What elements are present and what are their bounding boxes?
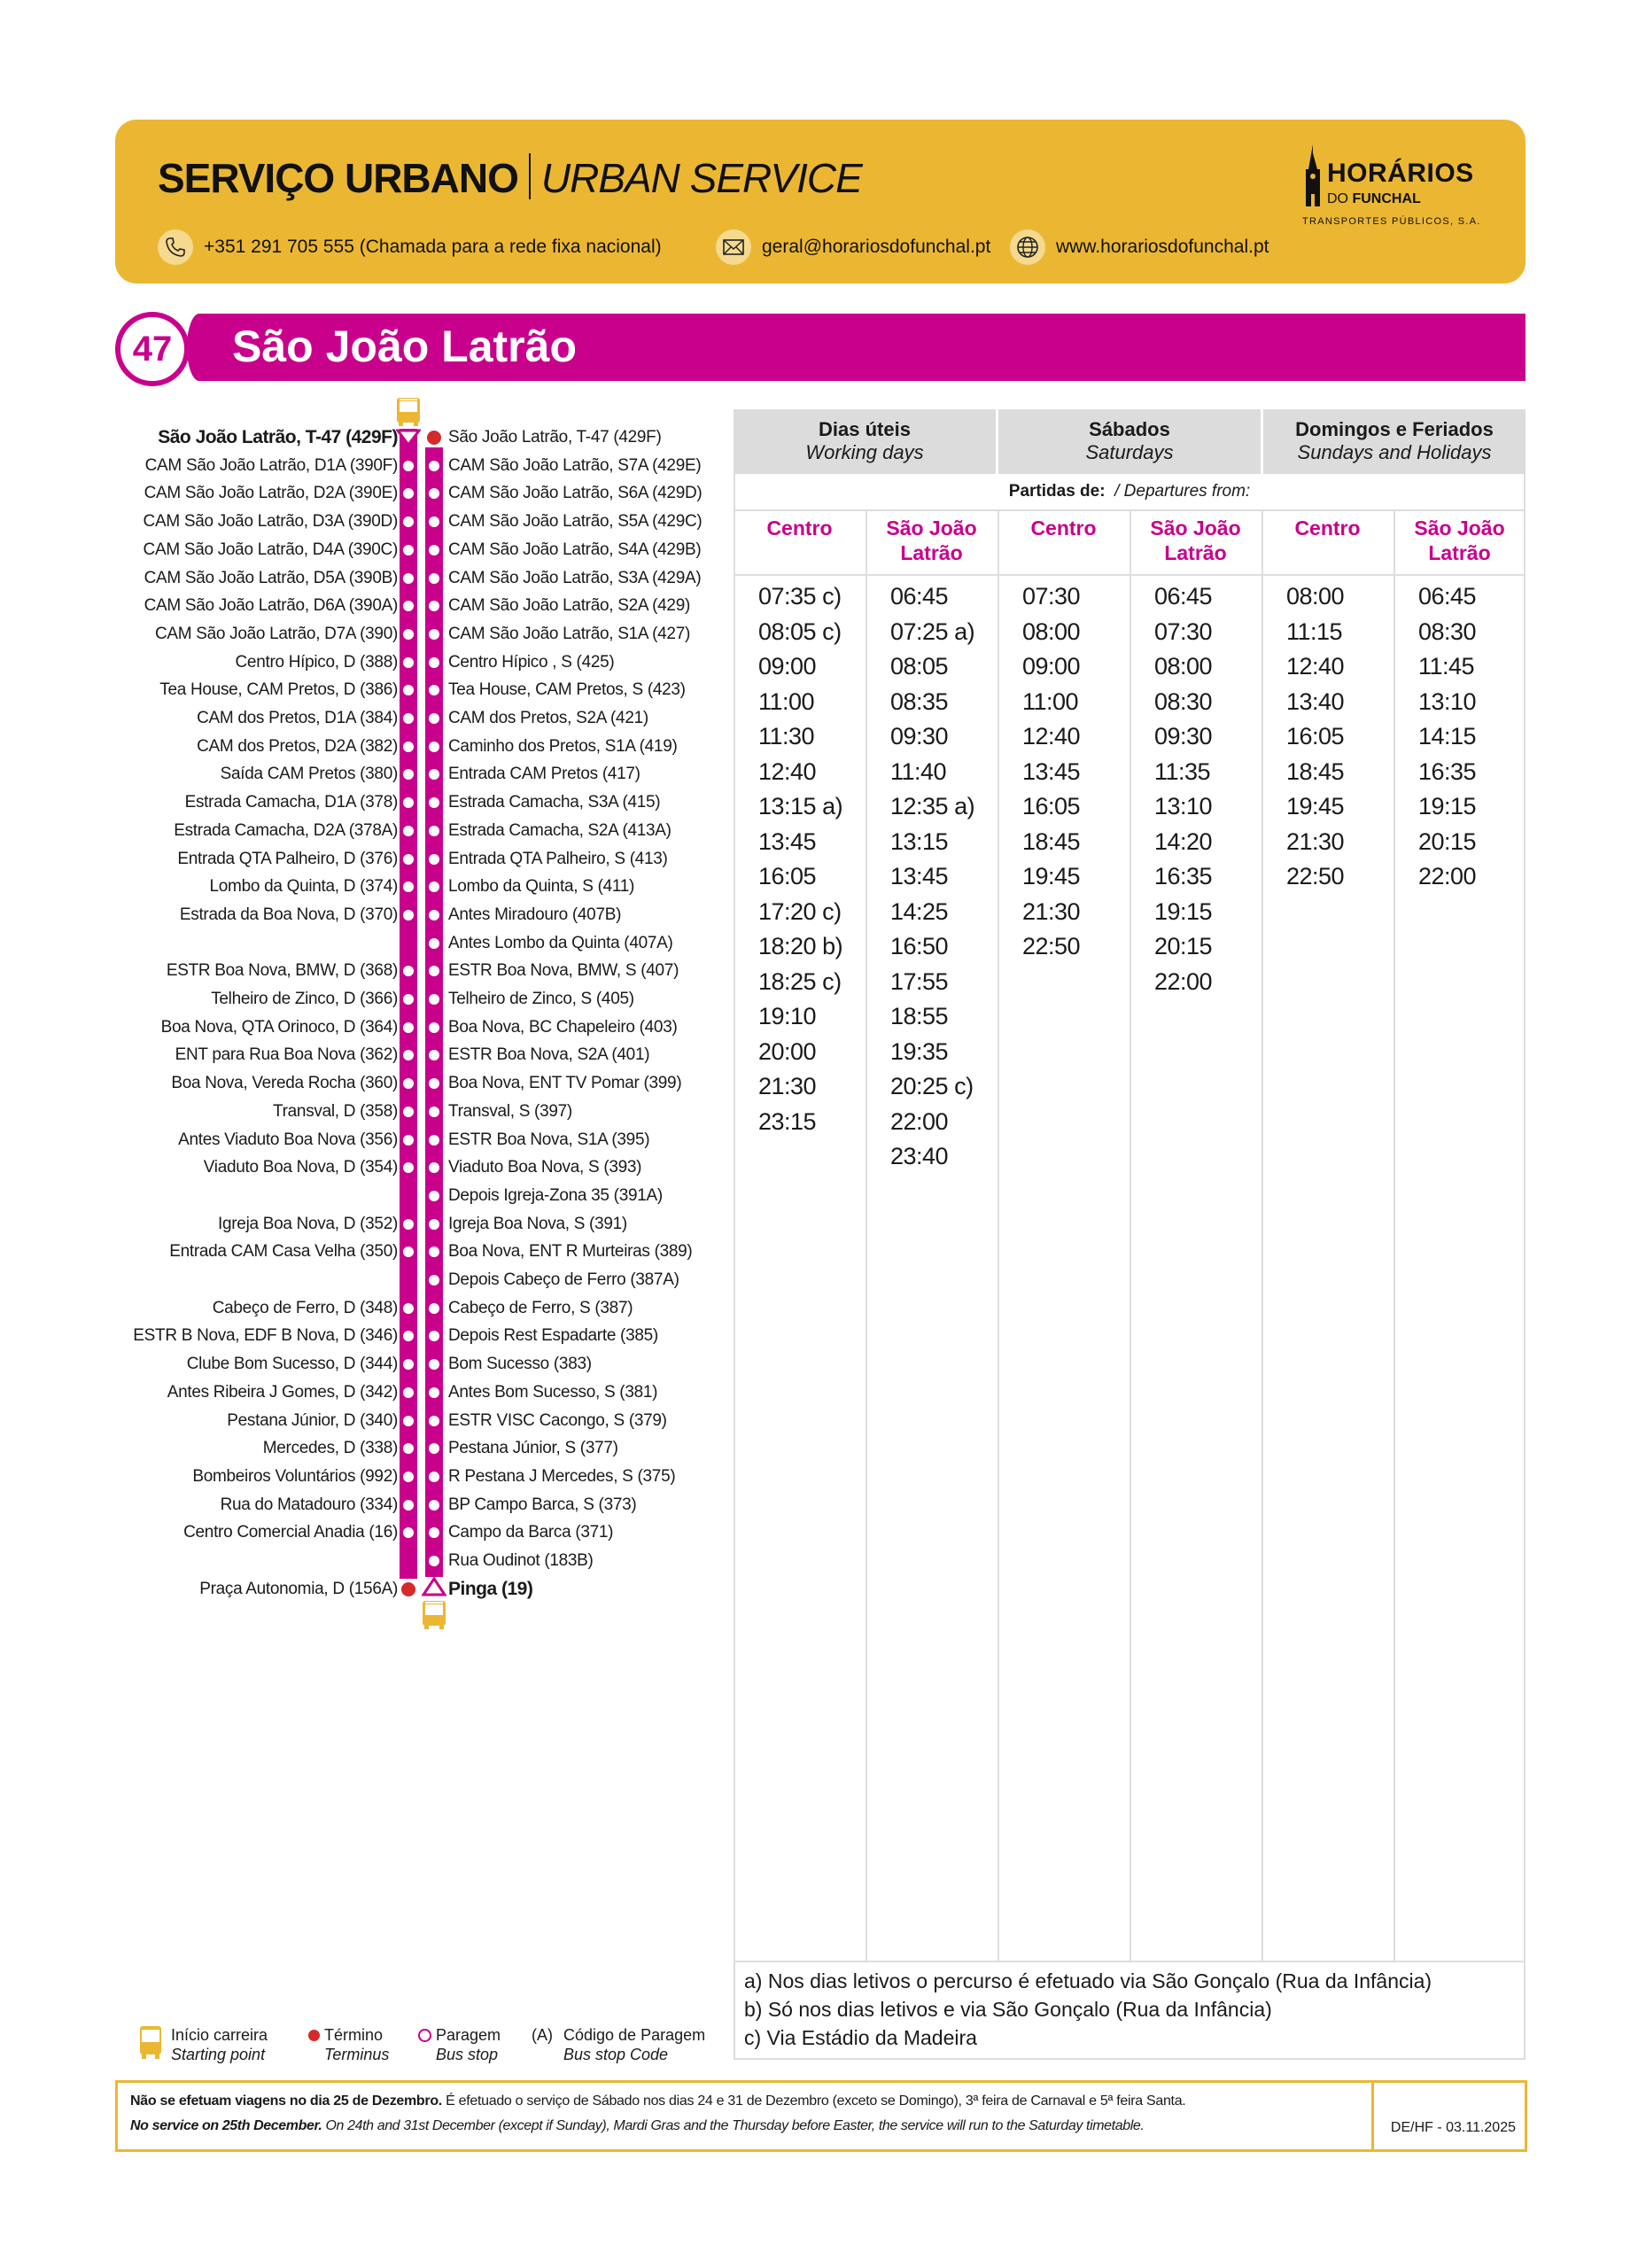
inbound-stop: Bom Sucesso (383) xyxy=(448,1355,592,1374)
timetable-notes xyxy=(734,1962,1525,2060)
legend-en: Bus stop Code xyxy=(563,2046,669,2063)
outbound-stop: São João Latrão, T-47 (429F) xyxy=(158,427,398,447)
inbound-stop: Depois Rest Espadarte (385) xyxy=(448,1326,658,1346)
stop-dot-icon xyxy=(429,1275,439,1285)
column-origin-header xyxy=(742,516,857,569)
departure-time: 16:50 xyxy=(890,933,949,959)
departure-time: 07:25 a) xyxy=(890,617,975,645)
outbound-stop: Clube Bom Sucesso, D (344) xyxy=(186,1355,398,1374)
departure-time: 13:40 xyxy=(1286,687,1345,715)
day-group-sunday xyxy=(1263,409,1525,474)
stop-dot-icon xyxy=(429,854,439,865)
phone-icon xyxy=(158,229,193,265)
document-code: DE/HF - 03.11.2025 xyxy=(1390,2120,1516,2135)
day-group-en: Working days xyxy=(805,441,924,463)
departure-time: 06:45 xyxy=(890,583,949,610)
stop-dot-icon xyxy=(429,1500,439,1511)
footer-en-rest: On 24th and 31st December (except if Sunday), Mardi Gras and the Thursday before Easter, the service will run to the Saturday timetable. xyxy=(322,2118,1145,2133)
outbound-stop: Antes Viaduto Boa Nova (356) xyxy=(178,1130,398,1149)
outbound-stop: CAM São João Latrão, D7A (390) xyxy=(154,624,398,643)
stop-dot-icon xyxy=(403,1022,414,1033)
outbound-stop: Pestana Júnior, D (340) xyxy=(227,1410,398,1430)
column-origin-line: São João xyxy=(1150,517,1241,540)
outbound-stop: ESTR B Nova, EDF B Nova, D (346) xyxy=(133,1326,398,1346)
departure-time: 09:30 xyxy=(1154,723,1213,750)
departure-time: 21:30 xyxy=(1022,897,1081,925)
stop-dot-icon xyxy=(429,545,439,555)
outbound-stop: Praça Autonomia, D (156A) xyxy=(199,1579,398,1598)
stop-dot-icon xyxy=(403,826,414,836)
departure-time: 19:15 xyxy=(1154,897,1213,925)
stop-dot-icon xyxy=(429,1107,439,1117)
stop-dot-icon xyxy=(429,1472,439,1482)
start-triangle-icon xyxy=(396,429,421,447)
stop-dot-icon xyxy=(429,657,439,668)
footer-en-bold: No service on 25th December. xyxy=(130,2118,322,2133)
stop-dot-icon xyxy=(429,1219,439,1230)
envelope-icon xyxy=(716,229,751,265)
departure-time: 09:00 xyxy=(1022,653,1081,680)
inbound-stop: ESTR Boa Nova, S1A (395) xyxy=(448,1130,650,1149)
departure-time: 13:45 xyxy=(758,827,817,855)
outbound-stop: Centro Comercial Anadia (16) xyxy=(183,1523,398,1542)
logo-line2-b: FUNCHAL xyxy=(1352,191,1421,206)
stop-dot-icon xyxy=(403,910,414,920)
route-number-badge: 47 xyxy=(115,312,190,386)
stop-dot-icon xyxy=(429,1416,439,1426)
stop-dot-icon xyxy=(403,713,414,724)
inbound-stop: Pinga (19) xyxy=(448,1578,533,1599)
bus-icon-end xyxy=(422,1600,446,1630)
departure-time: 08:00 xyxy=(1286,583,1345,610)
legend-pt: Código de Paragem xyxy=(563,2026,706,2044)
inbound-stop: Cabeço de Ferro, S (387) xyxy=(448,1298,633,1317)
departure-time: 11:15 xyxy=(1286,617,1343,645)
stop-dot-icon xyxy=(429,713,439,724)
departure-time: 20:15 xyxy=(1418,827,1477,855)
inbound-stop: Depois Cabeço de Ferro (387A) xyxy=(448,1270,679,1289)
departure-time: 22:00 xyxy=(1418,863,1477,889)
departure-time: 20:00 xyxy=(758,1037,817,1065)
stop-dot-icon xyxy=(403,1500,414,1511)
departure-time: 13:15 xyxy=(890,827,949,855)
departure-time: 17:55 xyxy=(890,967,949,995)
outbound-stop: Igreja Boa Nova, D (352) xyxy=(218,1214,398,1233)
day-group-pt: Domingos e Feriados xyxy=(1295,418,1494,440)
departure-time: 17:20 c) xyxy=(758,897,842,925)
outbound-stop: CAM São João Latrão, D2A (390E) xyxy=(144,484,398,503)
outbound-stop: Cabeço de Ferro, D (348) xyxy=(212,1298,398,1317)
column-divider xyxy=(1393,509,1395,1962)
outbound-stop: CAM dos Pretos, D1A (384) xyxy=(197,709,398,727)
stop-dot-icon xyxy=(429,826,439,836)
column-divider xyxy=(1261,509,1263,1962)
legend-en: Bus stop xyxy=(436,2046,499,2063)
column-divider xyxy=(866,509,867,1962)
inbound-stop: Campo da Barca (371) xyxy=(448,1523,614,1542)
stop-dot-icon xyxy=(429,1191,439,1201)
departure-time: 23:40 xyxy=(890,1143,949,1169)
stop-dot-icon xyxy=(429,1359,439,1370)
departure-time: 20:15 xyxy=(1154,933,1213,959)
stop-dot-icon xyxy=(403,1416,414,1426)
inbound-stop: CAM dos Pretos, S2A (421) xyxy=(448,709,648,727)
logo-line2 xyxy=(1327,190,1421,208)
legend-pt: Término xyxy=(324,2026,384,2044)
stop-dot-icon xyxy=(429,1303,439,1314)
inbound-stop: ESTR Boa Nova, S2A (401) xyxy=(448,1045,650,1065)
column-origin-line: Latrão xyxy=(1164,541,1227,564)
outbound-stop: CAM São João Latrão, D1A (390F) xyxy=(144,455,398,475)
column-origin-line: Latrão xyxy=(1428,541,1491,564)
stop-dot-icon xyxy=(403,994,414,1005)
departure-time: 07:30 xyxy=(1022,583,1081,610)
stop-dot-icon xyxy=(403,1135,414,1146)
inbound-stop: ESTR Boa Nova, BMW, S (407) xyxy=(448,961,679,981)
departure-time: 16:05 xyxy=(1022,793,1081,819)
end-triangle-icon xyxy=(422,1577,446,1596)
outbound-stop: Telheiro de Zinco, D (366) xyxy=(211,990,398,1008)
departure-time: 14:15 xyxy=(1418,723,1477,750)
inbound-stop: Tea House, CAM Pretos, S (423) xyxy=(448,680,686,700)
column-divider xyxy=(734,474,735,1962)
departure-time: 13:10 xyxy=(1154,793,1213,819)
stop-dot-icon xyxy=(403,545,414,555)
inbound-stop: Caminho dos Pretos, S1A (419) xyxy=(448,736,678,756)
departure-time: 16:35 xyxy=(1418,757,1477,785)
column-origin-header xyxy=(1006,516,1121,569)
inbound-stop: BP Campo Barca, S (373) xyxy=(448,1495,637,1514)
column-origin-header xyxy=(1138,516,1253,569)
stop-dot-icon xyxy=(403,1303,414,1314)
departure-time: 18:45 xyxy=(1022,827,1081,855)
departure-time: 19:35 xyxy=(890,1037,949,1065)
contact-phone xyxy=(158,228,662,267)
departure-time: 21:30 xyxy=(758,1073,817,1099)
outbound-stop: CAM dos Pretos, D2A (382) xyxy=(197,736,398,756)
stop-dot-icon xyxy=(429,994,439,1005)
inbound-stop: Depois Igreja-Zona 35 (391A) xyxy=(448,1185,663,1205)
departures-label-en: / Departures from: xyxy=(1114,482,1251,501)
departure-time: 16:35 xyxy=(1154,863,1213,889)
stop-dot-icon xyxy=(429,1387,439,1398)
inbound-stop: Telheiro de Zinco, S (405) xyxy=(448,990,634,1008)
departure-time: 18:55 xyxy=(890,1003,949,1029)
departure-time: 08:00 xyxy=(1154,653,1213,680)
departure-time: 12:40 xyxy=(1286,653,1345,680)
departure-time: 22:00 xyxy=(890,1107,949,1135)
day-group-pt: Sábados xyxy=(1089,418,1170,440)
day-group-working xyxy=(734,409,996,474)
inbound-stop: Transval, S (397) xyxy=(448,1101,572,1121)
departure-time: 08:35 xyxy=(890,687,949,715)
inbound-stop: Estrada Camacha, S2A (413A) xyxy=(448,820,672,840)
stop-dot-icon xyxy=(429,1556,439,1566)
departure-time: 11:45 xyxy=(1418,653,1475,680)
outbound-stop: Estrada Camacha, D1A (378) xyxy=(184,793,398,812)
departure-time: 08:05 c) xyxy=(758,617,842,645)
stop-dot-icon xyxy=(403,461,414,471)
inbound-stop: Rua Oudinot (183B) xyxy=(448,1551,594,1570)
inbound-stop: R Pestana J Mercedes, S (375) xyxy=(448,1466,676,1486)
outbound-stop: Transval, D (358) xyxy=(273,1101,398,1121)
day-group-saturday xyxy=(998,409,1261,474)
departure-time: 08:30 xyxy=(1418,617,1477,645)
header-row-divider xyxy=(734,574,1525,576)
stop-dot-icon xyxy=(429,1135,439,1146)
inbound-stop: Antes Lombo da Quinta (407A) xyxy=(448,933,673,952)
legend-en: Terminus xyxy=(324,2046,390,2063)
footer-pt xyxy=(130,2092,1353,2111)
day-group-en: Saturdays xyxy=(1085,441,1174,463)
inbound-line xyxy=(425,447,443,1577)
inbound-stop: CAM São João Latrão, S3A (429A) xyxy=(448,568,702,587)
departure-time: 06:45 xyxy=(1418,583,1477,610)
day-group-en: Sundays and Holidays xyxy=(1297,441,1492,463)
logo-line2-a: DO xyxy=(1327,191,1353,206)
stop-dot-icon xyxy=(403,1078,414,1089)
column-divider xyxy=(998,509,999,1962)
departure-time: 18:20 b) xyxy=(758,933,843,959)
inbound-stop: Estrada Camacha, S3A (415) xyxy=(448,793,661,812)
departures-label-pt: Partidas de: xyxy=(1008,482,1106,501)
note-c: c) Via Estádio da Madeira xyxy=(744,2026,977,2049)
outbound-stop: Bombeiros Voluntários (992) xyxy=(192,1466,398,1486)
departure-time: 18:25 c) xyxy=(758,967,842,995)
departure-time: 22:00 xyxy=(1154,967,1213,995)
note-a: a) Nos dias letivos o percurso é efetuado via São Gonçalo (Rua da Infância) xyxy=(744,1969,1432,1992)
departures-label xyxy=(734,474,1525,511)
terminus-dot-icon xyxy=(401,1582,415,1596)
column-origin-line: São João xyxy=(1414,517,1505,540)
departure-time: 11:00 xyxy=(758,687,815,715)
stop-dot-icon xyxy=(403,629,414,640)
contact-website xyxy=(1010,228,1269,267)
tower-icon xyxy=(1302,144,1324,206)
outbound-stop: CAM São João Latrão, D4A (390C) xyxy=(143,540,398,559)
inbound-stop: Entrada CAM Pretos (417) xyxy=(448,765,640,784)
timetable xyxy=(734,409,1525,1962)
stop-dot-icon xyxy=(403,797,414,808)
departure-time: 22:50 xyxy=(1022,933,1081,959)
outbound-stop: Entrada QTA Palheiro, D (376) xyxy=(177,849,398,868)
departure-time: 13:10 xyxy=(1418,687,1477,715)
outbound-stop: CAM São João Latrão, D6A (390A) xyxy=(144,596,398,616)
stop-dot-icon xyxy=(429,517,439,527)
inbound-stop: CAM São João Latrão, S6A (429D) xyxy=(448,484,703,503)
title-separator xyxy=(529,153,531,199)
inbound-stop: CAM São João Latrão, S1A (427) xyxy=(448,624,690,643)
column-origin-header xyxy=(874,516,989,569)
departure-time: 12:40 xyxy=(1022,723,1081,750)
inbound-stop: Centro Hípico , S (425) xyxy=(448,652,615,672)
footer-notice xyxy=(115,2080,1527,2152)
stop-dot-icon xyxy=(403,742,414,752)
inbound-stop: Igreja Boa Nova, S (391) xyxy=(448,1214,627,1233)
departure-time: 18:45 xyxy=(1286,757,1345,785)
bus-icon xyxy=(139,2025,162,2061)
outbound-stop: CAM São João Latrão, D5A (390B) xyxy=(144,568,398,587)
inbound-stop: Entrada QTA Palheiro, S (413) xyxy=(448,849,668,868)
logo-line1: HORÁRIOS xyxy=(1327,159,1474,188)
outbound-stop: Boa Nova, Vereda Rocha (360) xyxy=(171,1074,398,1093)
logo-line3: TRANSPORTES PÚBLICOS, S.A. xyxy=(1302,216,1481,227)
outbound-stop: CAM São João Latrão, D3A (390D) xyxy=(143,512,398,532)
departure-time: 08:30 xyxy=(1154,687,1213,715)
departure-time: 21:30 xyxy=(1286,827,1345,855)
phone-number[interactable]: +351 291 705 555 (Chamada para a rede fixa nacional) xyxy=(204,237,662,257)
stop-dot-icon xyxy=(429,461,439,471)
column-origin-line: Latrão xyxy=(900,541,963,564)
stop-dot-icon xyxy=(403,1387,414,1398)
departure-time: 08:00 xyxy=(1022,617,1081,645)
stop-dot-icon xyxy=(403,1107,414,1117)
outbound-stop: Boa Nova, QTA Orinoco, D (364) xyxy=(160,1017,398,1037)
stop-dot-icon xyxy=(403,854,414,865)
legend-symbol: (A) xyxy=(532,2026,553,2044)
outbound-stop: Mercedes, D (338) xyxy=(262,1439,398,1458)
departure-time: 19:15 xyxy=(1418,793,1477,819)
inbound-stop: Boa Nova, ENT R Murteiras (389) xyxy=(448,1242,693,1262)
departure-time: 16:05 xyxy=(1286,723,1345,750)
inbound-stop: Viaduto Boa Nova, S (393) xyxy=(448,1158,642,1177)
column-origin-line: São João xyxy=(886,517,977,540)
inbound-stop: Antes Bom Sucesso, S (381) xyxy=(448,1382,658,1402)
outbound-stop: Rua do Matadouro (334) xyxy=(220,1495,398,1514)
stop-dot-icon xyxy=(429,1078,439,1089)
legend-pt: Paragem xyxy=(436,2026,501,2044)
stop-dot-icon xyxy=(403,573,414,584)
stop-dot-icon xyxy=(403,517,414,527)
legend-en: Starting point xyxy=(171,2046,266,2063)
outbound-stop: Estrada da Boa Nova, D (370) xyxy=(179,905,398,924)
departure-time: 06:45 xyxy=(1154,583,1213,610)
stop-dot-icon xyxy=(403,1359,414,1370)
column-origin-header xyxy=(1402,516,1517,569)
departure-time: 14:20 xyxy=(1154,827,1213,855)
departure-time: 14:25 xyxy=(890,897,949,925)
stop-dot-icon xyxy=(429,573,439,584)
day-group-pt: Dias úteis xyxy=(819,418,911,440)
stop-dot-icon xyxy=(429,910,439,920)
inbound-stop: CAM São João Latrão, S5A (429C) xyxy=(448,512,703,532)
outbound-stop: Estrada Camacha, D2A (378A) xyxy=(174,820,398,840)
departure-time: 12:35 a) xyxy=(890,793,975,819)
legend-pt: Início carreira xyxy=(171,2026,268,2044)
departure-time: 07:30 xyxy=(1154,617,1213,645)
departure-time: 19:45 xyxy=(1022,863,1081,889)
footer-pt-rest: É efetuado o serviço de Sábado nos dias 24 e 31 de Dezembro (exceto se Domingo), 3ª feira de Carnaval e 5ª feira Santa. xyxy=(441,2093,1186,2109)
outbound-stop: Centro Hípico, D (388) xyxy=(235,652,398,672)
email-link[interactable]: geral@horariosdofunchal.pt xyxy=(762,237,991,257)
bus-icon-start xyxy=(396,397,421,427)
service-header xyxy=(115,120,1525,284)
outbound-stop: Entrada CAM Casa Velha (350) xyxy=(169,1242,398,1262)
column-origin-line: Centro xyxy=(1030,517,1097,540)
column-divider xyxy=(1524,474,1525,1962)
departure-time: 11:35 xyxy=(1154,757,1211,785)
stop-dot-icon xyxy=(429,938,439,949)
outbound-stop: Lombo da Quinta, D (374) xyxy=(209,877,398,897)
footer-code-box xyxy=(1371,2083,1525,2149)
stop-dot-icon xyxy=(429,1022,439,1033)
departure-time: 13:15 a) xyxy=(758,793,843,819)
stop-dot-icon xyxy=(429,742,439,752)
departure-time: 11:40 xyxy=(890,757,947,785)
departure-time: 22:50 xyxy=(1286,863,1345,889)
footer-en xyxy=(130,2117,1353,2136)
column-divider xyxy=(1130,509,1131,1962)
departure-time: 19:10 xyxy=(758,1003,817,1029)
departure-time: 09:00 xyxy=(758,653,817,680)
inbound-stop: Boa Nova, ENT TV Pomar (399) xyxy=(448,1074,682,1093)
departure-time: 08:05 xyxy=(890,653,949,680)
contact-email xyxy=(716,228,990,267)
outbound-stop: Tea House, CAM Pretos, D (386) xyxy=(159,680,398,700)
note-b: b) Só nos dias letivos e via São Gonçalo (Rua da Infância) xyxy=(744,1998,1272,2021)
inbound-stop: Pestana Júnior, S (377) xyxy=(448,1439,618,1458)
departure-time: 13:45 xyxy=(890,863,949,889)
title-pt: SERVIÇO URBANO xyxy=(158,155,518,201)
outbound-stop: Antes Ribeira J Gomes, D (342) xyxy=(167,1382,398,1402)
stop-dot-icon xyxy=(403,657,414,668)
departure-time: 09:30 xyxy=(890,723,949,750)
outbound-stop: ESTR Boa Nova, BMW, D (368) xyxy=(166,961,398,981)
stop-dot-icon xyxy=(429,629,439,640)
departure-time: 12:40 xyxy=(758,757,817,785)
stop-dot-icon xyxy=(403,1219,414,1230)
inbound-stop: CAM São João Latrão, S2A (429) xyxy=(448,596,690,616)
stop-circle-icon xyxy=(418,2029,431,2042)
departure-time: 11:30 xyxy=(758,723,815,750)
inbound-stop: Antes Miradouro (407B) xyxy=(448,905,622,924)
departure-time: 23:15 xyxy=(758,1107,817,1135)
globe-icon xyxy=(1010,229,1045,265)
departure-time: 19:45 xyxy=(1286,793,1345,819)
stop-dot-icon xyxy=(403,1472,414,1482)
header-title xyxy=(158,153,862,202)
outbound-stop: Viaduto Boa Nova, D (354) xyxy=(203,1158,398,1177)
inbound-stop: São João Latrão, T-47 (429F) xyxy=(448,428,662,447)
column-origin-line: Centro xyxy=(766,517,833,540)
column-origin-header xyxy=(1270,516,1385,569)
route-name: São João Latrão xyxy=(232,322,577,371)
departure-time: 11:00 xyxy=(1022,687,1079,715)
inbound-stop: CAM São João Latrão, S4A (429B) xyxy=(448,540,702,559)
title-en: URBAN SERVICE xyxy=(540,155,862,201)
departure-time: 07:35 c) xyxy=(758,583,842,610)
inbound-stop: ESTR VISC Cacongo, S (379) xyxy=(448,1410,667,1430)
departure-time: 13:45 xyxy=(1022,757,1081,785)
inbound-stop: Lombo da Quinta, S (411) xyxy=(448,877,635,897)
terminus-dot-icon xyxy=(308,2030,320,2041)
departure-time: 20:25 c) xyxy=(890,1073,974,1099)
inbound-stop: Boa Nova, BC Chapeleiro (403) xyxy=(448,1017,678,1037)
outbound-stop: Saída CAM Pretos (380) xyxy=(220,765,398,784)
terminus-dot-icon xyxy=(427,431,441,445)
stop-dot-icon xyxy=(429,797,439,808)
footer-pt-bold: Não se efetuam viagens no dia 25 de Dezembro. xyxy=(130,2093,442,2109)
outbound-stop: ENT para Rua Boa Nova (362) xyxy=(175,1045,398,1065)
website-link[interactable]: www.horariosdofunchal.pt xyxy=(1056,237,1269,257)
departure-time: 16:05 xyxy=(758,863,817,889)
column-origin-line: Centro xyxy=(1294,517,1361,540)
inbound-stop: CAM São João Latrão, S7A (429E) xyxy=(448,455,702,475)
horarios-do-funchal-logo xyxy=(1302,144,1488,242)
